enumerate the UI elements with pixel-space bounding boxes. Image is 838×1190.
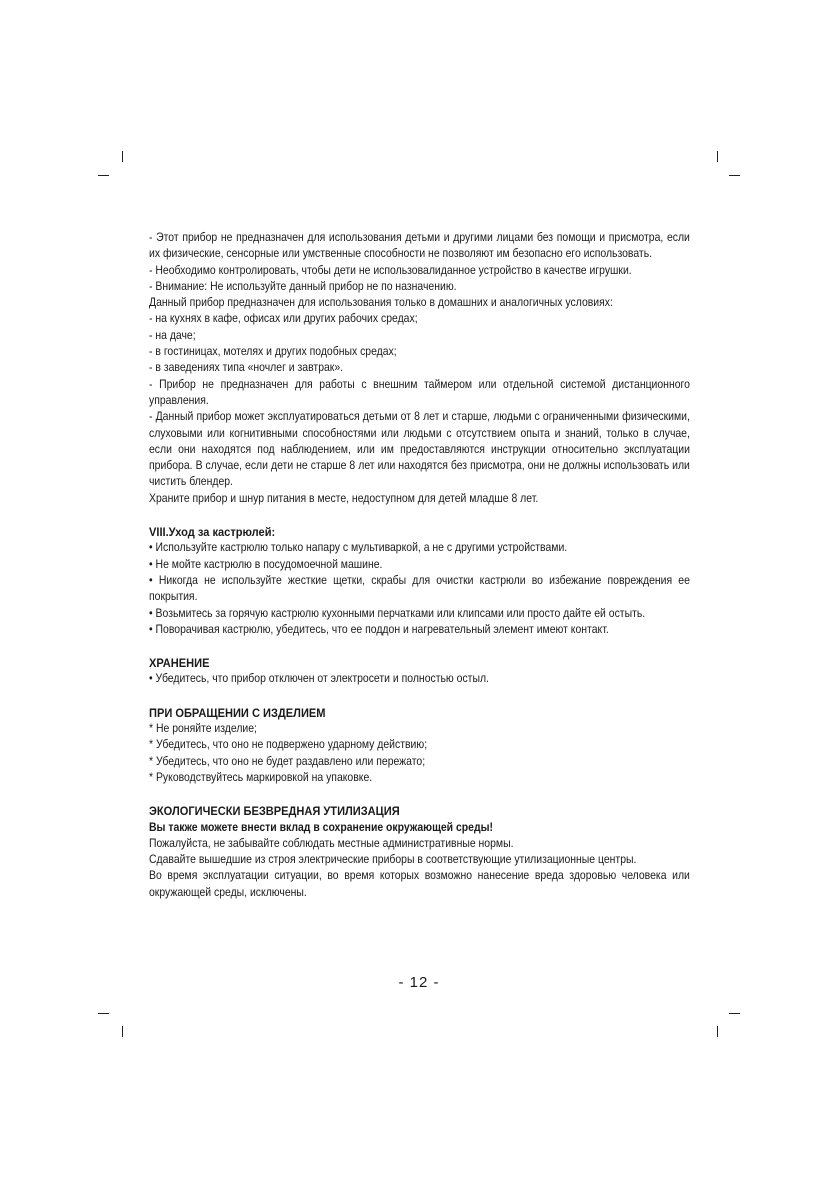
disposal-paragraph: Сдавайте вышедшие из строя электрические приборы в соответствующие утилизационные центры.	[149, 853, 637, 867]
safety-paragraph: - в гостиницах, мотелях и других подобных средах;	[149, 345, 397, 359]
list-item: • Используйте кастрюлю только напару с мультиваркой, а не с другими устройствами.	[149, 541, 568, 555]
safety-paragraph: - Данный прибор может эксплуатироваться детьми от 8 лет и старше, людьми с ограниченными физическими, слуховыми или когнитивными способностями или людьми с отсутствием опыта и знаний, только в случае, если они находятся под наблюдением, или им предоставляются инструкции относительно эксплуатации прибора. В случае, если дети не старше 8 лет или находятся без присмотра, они не должны использовать или чистить блендер.	[149, 410, 690, 489]
safety-section	[149, 230, 690, 507]
disposal-paragraph: Во время эксплуатации ситуации, во время которых возможно нанесение вреда здоровью человека или окружающей среды, исключены.	[149, 869, 690, 899]
safety-paragraph: - на даче;	[149, 328, 196, 342]
list-item: • Никогда не используйте жесткие щетки, скрабы для очистки кастрюли во избежание повреждения ее покрытия.	[149, 573, 690, 604]
disposal-paragraph: Пожалуйста, не забывайте соблюдать местные административные нормы.	[149, 836, 514, 850]
storage-heading: ХРАНЕНИЕ	[149, 656, 210, 671]
safety-paragraph: - Необходимо контролировать, чтобы дети не использовалиданное устройство в качестве игрушки.	[149, 263, 632, 277]
safety-paragraph: - на кухнях в кафе, офисах или других рабочих средах;	[149, 312, 418, 326]
list-item: • Возьмитесь за горячую кастрюлю кухонными перчатками или клипсами или просто дайте ей остыть.	[149, 606, 646, 620]
page-content	[149, 230, 690, 901]
crop-mark-top-left-horizontal	[98, 175, 109, 176]
list-item: • Убедитесь, что прибор отключен от электросети и полностью остыл.	[149, 672, 489, 686]
crop-mark-bottom-right-horizontal	[729, 1013, 740, 1014]
safety-paragraph: - Внимание: Не используйте данный прибор не по назначению.	[149, 279, 457, 293]
list-item: * Убедитесь, что оно не подвержено ударному действию;	[149, 738, 428, 752]
safety-paragraph: - Этот прибор не предназначен для использования детьми и другими лицами без помощи и присмотра, если их физические, сенсорные или умственные способности не позволяют им безопасно его использовать.	[149, 231, 690, 261]
safety-paragraph: Данный прибор предназначен для использования только в домашних и аналогичных условиях:	[149, 296, 613, 310]
handling-heading: ПРИ ОБРАЩЕНИИ С ИЗДЕЛИЕМ	[149, 705, 326, 720]
list-item: * Руководствуйтесь маркировкой на упаковке.	[149, 770, 373, 784]
page-number: - 12 -	[398, 974, 440, 991]
handling-section	[149, 705, 690, 786]
list-item: * Не роняйте изделие;	[149, 722, 257, 736]
disposal-subtitle: Вы также можете внести вклад в сохранение окружающей среды!	[149, 820, 493, 834]
disposal-heading: ЭКОЛОГИЧЕСКИ БЕЗВРЕДНАЯ УТИЛИЗАЦИЯ	[149, 804, 400, 819]
storage-section	[149, 655, 690, 688]
list-item: * Убедитесь, что оно не будет раздавлено или пережато;	[149, 754, 426, 768]
crop-mark-top-left-vertical	[122, 151, 123, 162]
list-item: • Поворачивая кастрюлю, убедитесь, что ее поддон и нагревательный элемент имеют контакт.	[149, 622, 609, 636]
list-item: • Не мойте кастрюлю в посудомоечной машине.	[149, 557, 383, 571]
crop-mark-top-right-vertical	[717, 151, 718, 162]
safety-paragraph: - Прибор не предназначен для работы с внешним таймером или отдельной системой дистанционного управления.	[149, 377, 690, 407]
disposal-section	[149, 803, 690, 901]
crop-mark-bottom-right-vertical	[717, 1026, 718, 1037]
safety-paragraph: - в заведениях типа «ночлег и завтрак».	[149, 361, 344, 375]
crop-mark-bottom-left-horizontal	[98, 1013, 109, 1014]
safety-paragraph: Храните прибор и шнур питания в месте, недоступном для детей младше 8 лет.	[149, 491, 539, 505]
crop-mark-bottom-left-vertical	[122, 1026, 123, 1037]
pot-care-heading: VIII.Уход за кастрюлей:	[149, 525, 276, 540]
pot-care-section	[149, 524, 690, 638]
crop-mark-top-right-horizontal	[729, 175, 740, 176]
